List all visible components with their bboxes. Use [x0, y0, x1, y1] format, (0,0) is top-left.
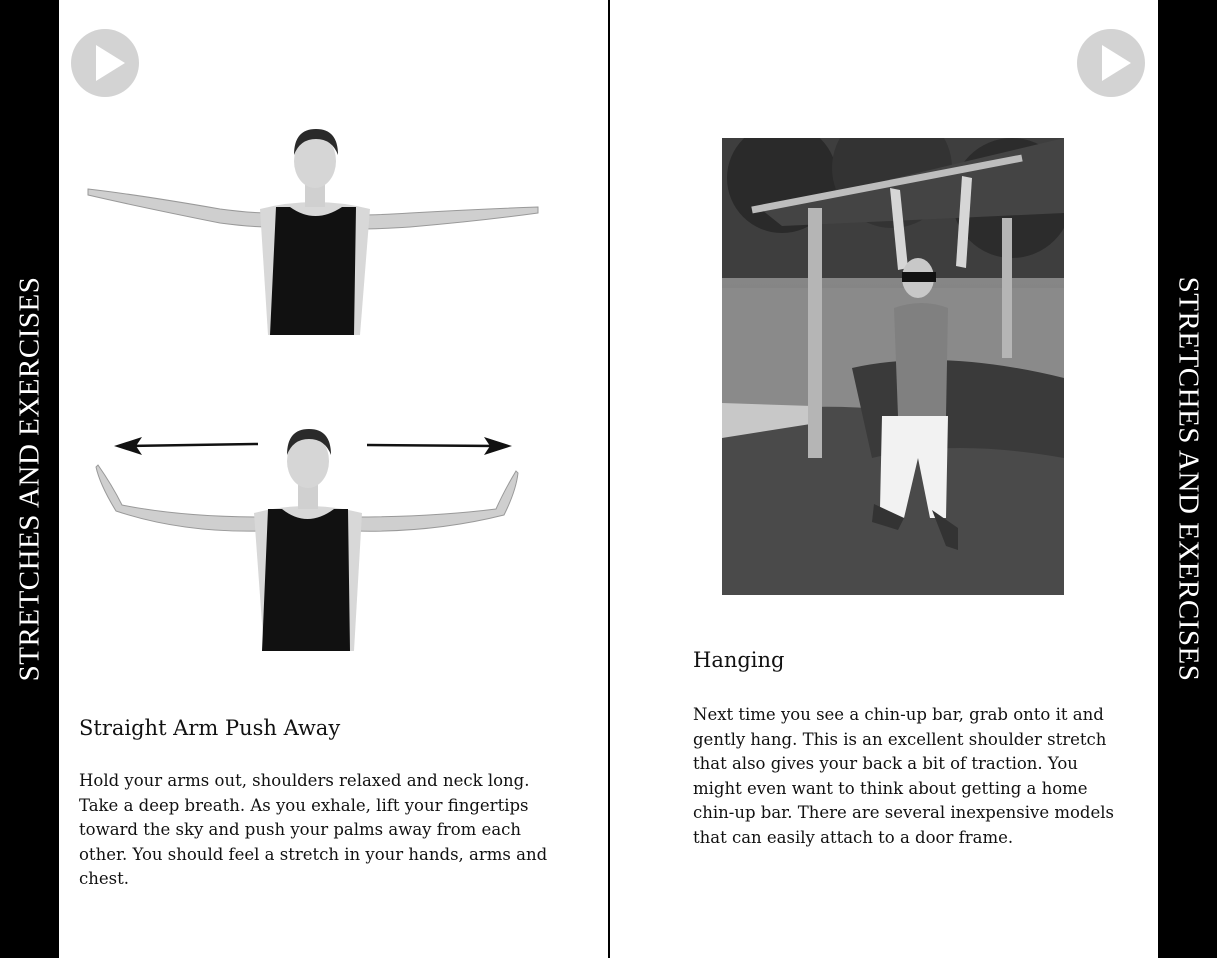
- push-away-photo: [92, 425, 522, 653]
- left-play-button[interactable]: [71, 29, 139, 97]
- left-spine-label: STRETCHES AND EXERCISES: [13, 276, 45, 682]
- hanging-photo: [722, 138, 1064, 595]
- arrow-right-icon: [367, 437, 512, 455]
- right-spine-label: STRETCHES AND EXERCISES: [1172, 276, 1204, 682]
- left-heading: Straight Arm Push Away: [79, 716, 341, 740]
- page-divider: [608, 0, 610, 958]
- play-icon: [1077, 29, 1145, 97]
- arrow-left-icon: [114, 437, 258, 455]
- left-spine: [0, 0, 59, 958]
- right-spine: [1158, 0, 1217, 958]
- right-play-button[interactable]: [1077, 29, 1145, 97]
- right-body-text: Next time you see a chin-up bar, grab onto it and gently hang. This is an excellent shoulder stretch that also gives your back a bit of traction. You might even want to think about getting a home chin-up bar. There are several inexpensive models that can easily attach to a door frame.: [693, 705, 1114, 847]
- play-icon: [71, 29, 139, 97]
- right-heading: Hanging: [693, 648, 785, 672]
- left-body-text: Hold your arms out, shoulders relaxed and neck long. Take a deep breath. As you exhale, lift your fingertips toward the sky and push your palms away from each other. You should feel a stretch in your hands, arms and chest.: [79, 771, 548, 889]
- arms-out-photo: [80, 125, 550, 337]
